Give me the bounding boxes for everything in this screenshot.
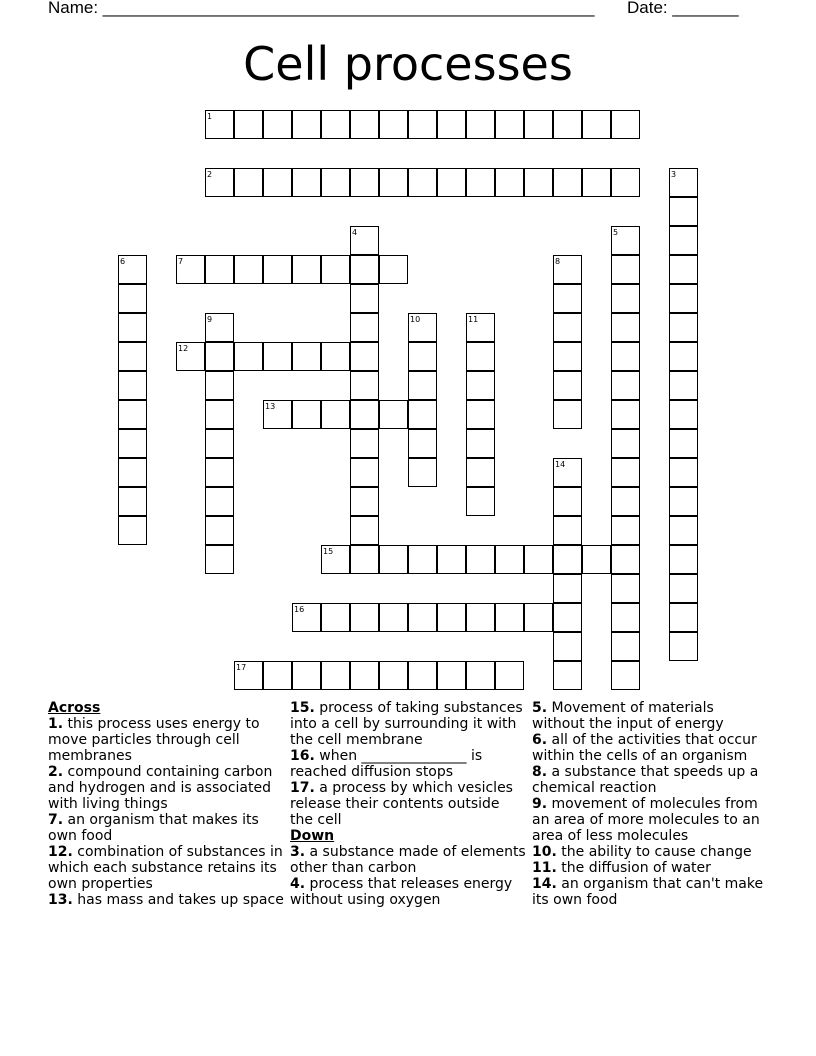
grid-cell[interactable] bbox=[553, 313, 582, 342]
grid-cell[interactable] bbox=[321, 110, 350, 139]
grid-cell[interactable] bbox=[408, 429, 437, 458]
grid-cell[interactable] bbox=[205, 371, 234, 400]
grid-cell[interactable] bbox=[669, 197, 698, 226]
grid-cell[interactable] bbox=[118, 429, 147, 458]
clue-number-13: 13 bbox=[265, 402, 276, 411]
grid-cell[interactable] bbox=[350, 429, 379, 458]
name-field[interactable]: Name: ____________________________________________________ bbox=[48, 0, 595, 17]
grid-cell[interactable] bbox=[437, 545, 466, 574]
clue-down-4: 4. process that releases energy without using oxygen bbox=[290, 876, 513, 908]
grid-cell[interactable] bbox=[553, 371, 582, 400]
grid-cell[interactable] bbox=[466, 400, 495, 429]
grid-cell[interactable] bbox=[205, 545, 234, 574]
clue-across-17: 17. a process by which vesicles release their contents outside the cell bbox=[290, 780, 513, 828]
grid-cell[interactable] bbox=[669, 545, 698, 574]
clue-number-14: 14 bbox=[555, 460, 566, 469]
grid-cell[interactable] bbox=[350, 487, 379, 516]
grid-cell[interactable] bbox=[292, 342, 321, 371]
grid-cell[interactable] bbox=[205, 458, 234, 487]
clue-number-17: 17 bbox=[236, 663, 247, 672]
clue-down-8: 8. a substance that speeds up a chemical reaction bbox=[532, 764, 759, 796]
grid-cell[interactable] bbox=[466, 429, 495, 458]
grid-cell[interactable] bbox=[495, 168, 524, 197]
grid-cell[interactable] bbox=[234, 342, 263, 371]
grid-cell[interactable] bbox=[408, 661, 437, 690]
grid-cell[interactable] bbox=[118, 516, 147, 545]
grid-cell[interactable] bbox=[263, 255, 292, 284]
grid-cell[interactable] bbox=[669, 632, 698, 661]
grid-cell[interactable] bbox=[669, 371, 698, 400]
grid-cell[interactable] bbox=[669, 603, 698, 632]
grid-cell[interactable] bbox=[466, 487, 495, 516]
clue-across-16: 16. when _______________ is reached diffusion stops bbox=[290, 748, 483, 780]
grid-cell[interactable] bbox=[118, 487, 147, 516]
grid-cell[interactable] bbox=[611, 284, 640, 313]
clue-across-12: 12. combination of substances in which each substance retains its own properties bbox=[48, 844, 283, 892]
grid-cell[interactable] bbox=[524, 168, 553, 197]
grid-cell[interactable] bbox=[437, 168, 466, 197]
grid-cell[interactable] bbox=[582, 168, 611, 197]
grid-cell[interactable] bbox=[437, 661, 466, 690]
clues-column-3 bbox=[532, 700, 768, 908]
grid-cell[interactable] bbox=[611, 342, 640, 371]
grid-cell[interactable] bbox=[611, 429, 640, 458]
grid-cell[interactable] bbox=[205, 255, 234, 284]
grid-cell[interactable] bbox=[495, 661, 524, 690]
grid-cell[interactable] bbox=[553, 632, 582, 661]
grid-cell[interactable] bbox=[466, 545, 495, 574]
grid-cell[interactable] bbox=[350, 313, 379, 342]
grid-cell[interactable] bbox=[553, 168, 582, 197]
grid-cell[interactable] bbox=[524, 545, 553, 574]
down-heading: Down bbox=[290, 828, 335, 844]
grid-cell[interactable] bbox=[263, 661, 292, 690]
grid-cell[interactable] bbox=[350, 371, 379, 400]
clue-down-11: 11. the diffusion of water bbox=[532, 860, 711, 876]
grid-cell[interactable] bbox=[611, 371, 640, 400]
grid-cell[interactable] bbox=[292, 661, 321, 690]
grid-cell[interactable] bbox=[263, 168, 292, 197]
grid-cell[interactable] bbox=[524, 110, 553, 139]
grid-cell[interactable] bbox=[205, 342, 234, 371]
clue-number-5: 5 bbox=[613, 228, 619, 237]
grid-cell[interactable] bbox=[466, 342, 495, 371]
clue-across-7: 7. an organism that makes its own food bbox=[48, 812, 259, 844]
grid-cell[interactable] bbox=[379, 545, 408, 574]
grid-cell[interactable] bbox=[321, 400, 350, 429]
date-field[interactable]: Date: _______ bbox=[627, 0, 739, 17]
clue-across-13: 13. has mass and takes up space bbox=[48, 892, 284, 908]
clue-across-15: 15. process of taking substances into a cell by surrounding it with the cell membrane bbox=[290, 700, 523, 748]
grid-cell[interactable] bbox=[408, 110, 437, 139]
grid-cell[interactable] bbox=[118, 400, 147, 429]
grid-cell[interactable] bbox=[408, 458, 437, 487]
clue-number-15: 15 bbox=[323, 547, 334, 556]
grid-cell[interactable] bbox=[611, 110, 640, 139]
clue-number-1: 1 bbox=[207, 112, 213, 121]
grid-cell[interactable] bbox=[611, 255, 640, 284]
grid-cell[interactable] bbox=[350, 110, 379, 139]
grid-cell[interactable] bbox=[379, 603, 408, 632]
grid-cell[interactable] bbox=[379, 400, 408, 429]
grid-cell[interactable] bbox=[553, 110, 582, 139]
clue-number-7: 7 bbox=[178, 257, 184, 266]
grid-cell[interactable] bbox=[669, 429, 698, 458]
grid-cell[interactable] bbox=[234, 110, 263, 139]
grid-cell[interactable] bbox=[205, 400, 234, 429]
clue-number-6: 6 bbox=[120, 257, 126, 266]
grid-cell[interactable] bbox=[234, 255, 263, 284]
clue-down-3: 3. a substance made of elements other than carbon bbox=[290, 844, 526, 876]
grid-cell[interactable] bbox=[437, 110, 466, 139]
grid-cell[interactable] bbox=[118, 342, 147, 371]
grid-cell[interactable] bbox=[350, 168, 379, 197]
grid-cell[interactable] bbox=[611, 661, 640, 690]
clue-number-16: 16 bbox=[294, 605, 305, 614]
grid-cell[interactable] bbox=[321, 603, 350, 632]
grid-cell[interactable] bbox=[553, 603, 582, 632]
grid-cell[interactable] bbox=[669, 487, 698, 516]
grid-cell[interactable] bbox=[495, 603, 524, 632]
clue-number-12: 12 bbox=[178, 344, 189, 353]
grid-cell[interactable] bbox=[379, 168, 408, 197]
grid-cell[interactable] bbox=[408, 545, 437, 574]
grid-cell[interactable] bbox=[408, 371, 437, 400]
grid-cell[interactable] bbox=[582, 545, 611, 574]
grid-cell[interactable] bbox=[350, 284, 379, 313]
page-title: Cell processes bbox=[243, 37, 573, 91]
grid-cell[interactable] bbox=[408, 168, 437, 197]
grid-cell[interactable] bbox=[669, 574, 698, 603]
grid-cell[interactable] bbox=[669, 226, 698, 255]
clue-number-9: 9 bbox=[207, 315, 213, 324]
grid-cell[interactable] bbox=[669, 284, 698, 313]
clue-across-1: 1. this process uses energy to move particles through cell membranes bbox=[48, 716, 260, 764]
clue-down-6: 6. all of the activities that occur within the cells of an organism bbox=[532, 732, 757, 764]
grid-cell[interactable] bbox=[350, 342, 379, 371]
grid-cell[interactable] bbox=[118, 458, 147, 487]
grid-cell[interactable] bbox=[669, 313, 698, 342]
grid-cell[interactable] bbox=[205, 516, 234, 545]
clues-column-2 bbox=[290, 700, 526, 908]
grid-cell[interactable] bbox=[350, 255, 379, 284]
grid-cell[interactable] bbox=[292, 110, 321, 139]
grid-cell[interactable] bbox=[669, 255, 698, 284]
grid-cell[interactable] bbox=[118, 284, 147, 313]
grid-cell[interactable] bbox=[553, 574, 582, 603]
grid-cell[interactable] bbox=[263, 342, 292, 371]
grid-cell[interactable] bbox=[437, 603, 466, 632]
grid-cell[interactable] bbox=[350, 661, 379, 690]
clue-down-10: 10. the ability to cause change bbox=[532, 844, 752, 860]
grid-cell[interactable] bbox=[408, 400, 437, 429]
grid-cell[interactable] bbox=[611, 632, 640, 661]
grid-cell[interactable] bbox=[524, 603, 553, 632]
clue-number-3: 3 bbox=[671, 170, 677, 179]
clues-column-1 bbox=[48, 700, 284, 908]
grid-cell[interactable] bbox=[495, 545, 524, 574]
grid-cell[interactable] bbox=[611, 545, 640, 574]
grid-cell[interactable] bbox=[350, 603, 379, 632]
grid-cell[interactable] bbox=[408, 342, 437, 371]
grid-cell[interactable] bbox=[379, 661, 408, 690]
grid-cell[interactable] bbox=[669, 342, 698, 371]
grid-cell[interactable] bbox=[350, 545, 379, 574]
grid-cell[interactable] bbox=[466, 371, 495, 400]
grid-cell[interactable] bbox=[553, 284, 582, 313]
grid-cell[interactable] bbox=[466, 168, 495, 197]
grid-cell[interactable] bbox=[611, 313, 640, 342]
grid-cell[interactable] bbox=[205, 487, 234, 516]
grid-cell[interactable] bbox=[466, 458, 495, 487]
grid-cell[interactable] bbox=[611, 516, 640, 545]
grid-cell[interactable] bbox=[611, 487, 640, 516]
grid-cell[interactable] bbox=[553, 661, 582, 690]
grid-cell[interactable] bbox=[669, 400, 698, 429]
grid-cell[interactable] bbox=[466, 661, 495, 690]
clue-number-2: 2 bbox=[207, 170, 213, 179]
grid-cell[interactable] bbox=[321, 168, 350, 197]
grid-cell[interactable] bbox=[350, 400, 379, 429]
grid-cell[interactable] bbox=[234, 168, 263, 197]
grid-cell[interactable] bbox=[292, 255, 321, 284]
grid-cell[interactable] bbox=[350, 458, 379, 487]
grid-cell[interactable] bbox=[379, 110, 408, 139]
grid-cell[interactable] bbox=[350, 516, 379, 545]
grid-cell[interactable] bbox=[611, 458, 640, 487]
grid-cell[interactable] bbox=[669, 516, 698, 545]
grid-cell[interactable] bbox=[553, 516, 582, 545]
grid-cell[interactable] bbox=[553, 545, 582, 574]
clue-across-2: 2. compound containing carbon and hydrogen and is associated with living things bbox=[48, 764, 273, 812]
grid-cell[interactable] bbox=[582, 110, 611, 139]
grid-cell[interactable] bbox=[553, 487, 582, 516]
clue-down-9: 9. movement of molecules from an area of more molecules to an area of less molecules bbox=[532, 796, 760, 844]
grid-cell[interactable] bbox=[118, 371, 147, 400]
clue-down-5: 5. Movement of materials without the input of energy bbox=[532, 700, 724, 732]
grid-cell[interactable] bbox=[408, 603, 437, 632]
grid-cell[interactable] bbox=[611, 574, 640, 603]
grid-cell[interactable] bbox=[205, 429, 234, 458]
clue-number-11: 11 bbox=[468, 315, 479, 324]
grid-cell[interactable] bbox=[495, 110, 524, 139]
grid-cell[interactable] bbox=[611, 400, 640, 429]
grid-cell[interactable] bbox=[611, 168, 640, 197]
grid-cell[interactable] bbox=[669, 458, 698, 487]
across-heading: Across bbox=[48, 700, 101, 716]
grid-cell[interactable] bbox=[292, 168, 321, 197]
grid-cell[interactable] bbox=[321, 342, 350, 371]
clue-down-14: 14. an organism that can't make its own food bbox=[532, 876, 764, 908]
clue-number-8: 8 bbox=[555, 257, 561, 266]
grid-cell[interactable] bbox=[466, 110, 495, 139]
grid-cell[interactable] bbox=[118, 313, 147, 342]
clue-number-4: 4 bbox=[352, 228, 358, 237]
clue-number-10: 10 bbox=[410, 315, 421, 324]
grid-cell[interactable] bbox=[263, 110, 292, 139]
grid-cell[interactable] bbox=[466, 603, 495, 632]
grid-cell[interactable] bbox=[292, 400, 321, 429]
grid-cell[interactable] bbox=[379, 255, 408, 284]
grid-cell[interactable] bbox=[321, 661, 350, 690]
grid-cell[interactable] bbox=[553, 400, 582, 429]
grid-cell[interactable] bbox=[611, 603, 640, 632]
grid-cell[interactable] bbox=[553, 342, 582, 371]
grid-cell[interactable] bbox=[321, 255, 350, 284]
